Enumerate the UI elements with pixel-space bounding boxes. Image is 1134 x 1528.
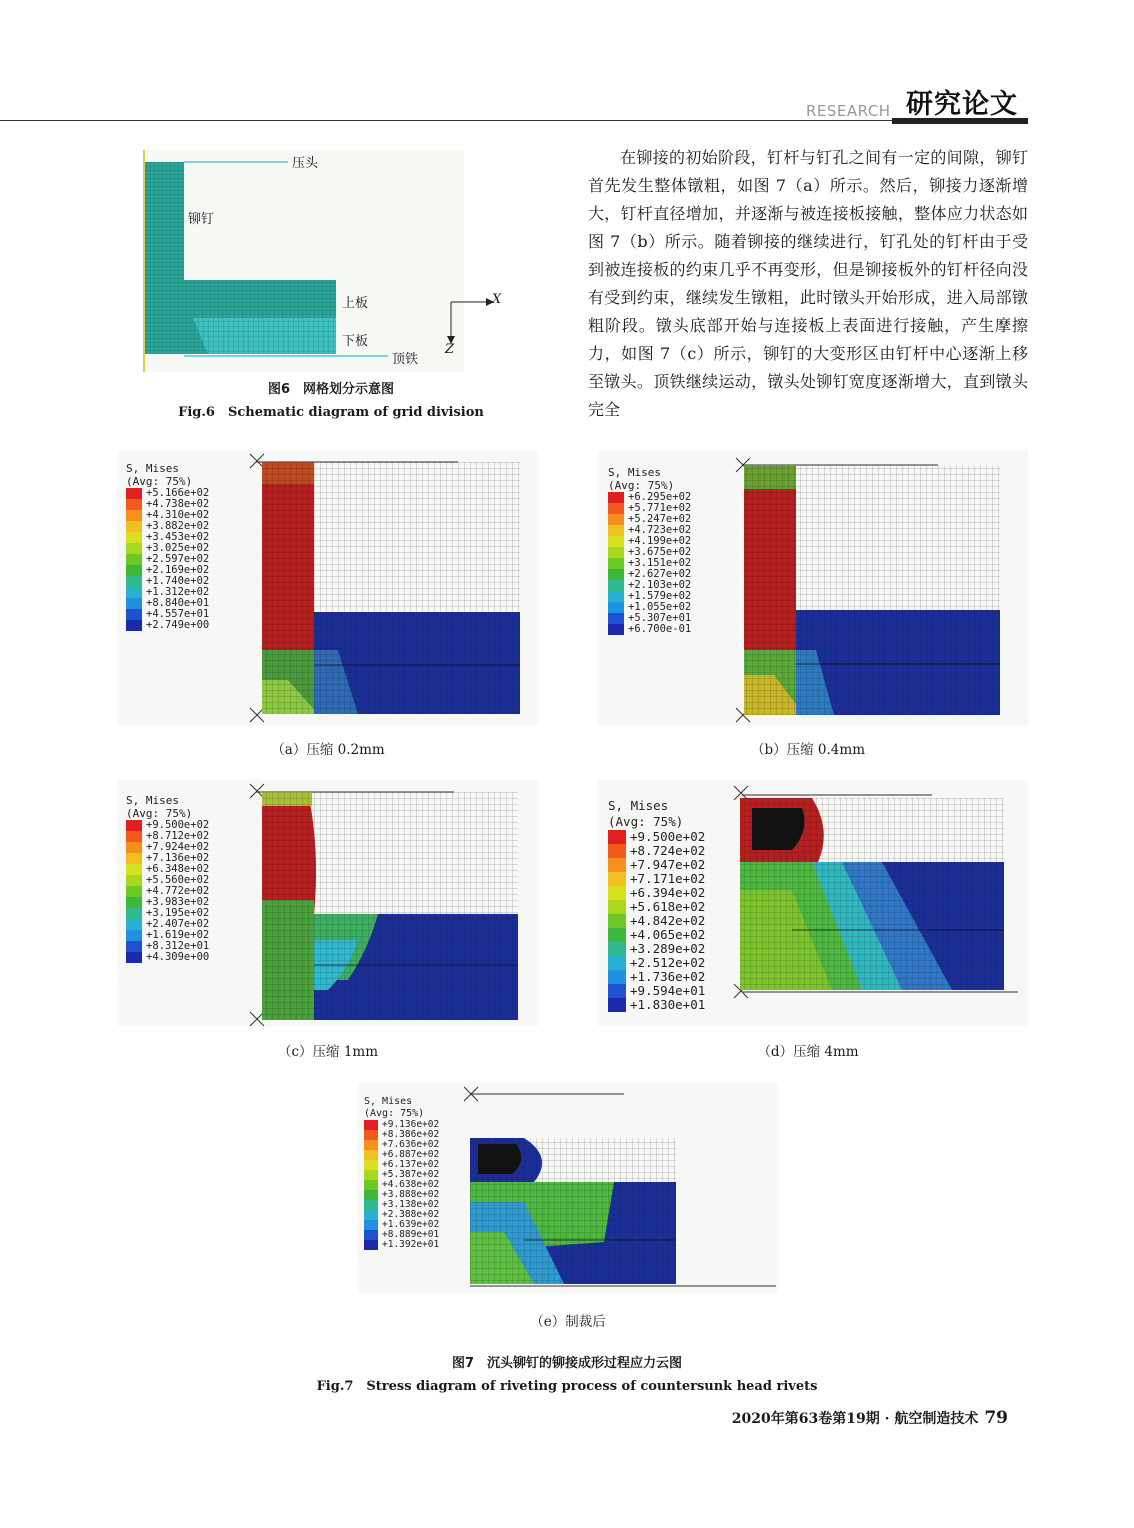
label-rivet: 铆钉 [188, 212, 215, 227]
legend-swatch [364, 1200, 378, 1210]
legend-swatch [126, 609, 142, 620]
legend-entry [608, 914, 705, 928]
legend-value: +5.247e+02 [628, 513, 692, 525]
legend-avg: (Avg: 75%) [364, 1108, 425, 1119]
legend-entry [608, 844, 705, 858]
section-label-zh: 研究论文 [906, 89, 1018, 120]
legend-swatch [126, 554, 142, 565]
legend-swatch [608, 514, 624, 525]
legend-entry [608, 886, 705, 900]
legend-swatch [126, 952, 142, 963]
fig7-caption-zh: 图7 沉头铆钉的铆接成形过程应力云图 [451, 1356, 683, 1371]
legend-value: +8.712e+02 [146, 830, 210, 842]
legend-swatch [126, 521, 142, 532]
legend-value: +9.500e+02 [146, 819, 210, 831]
legend-swatch [608, 613, 624, 624]
legend-swatch [364, 1230, 378, 1240]
legend-avg: (Avg: 75%) [126, 475, 193, 488]
legend-swatch [126, 532, 142, 543]
legend-value: +4.557e+01 [146, 608, 210, 620]
legend-title: S, Mises [608, 466, 661, 479]
legend-swatch [126, 941, 142, 952]
legend-swatch [608, 998, 626, 1012]
legend-value: +4.638e+02 [382, 1179, 440, 1190]
legend-swatch [364, 1150, 378, 1160]
legend-swatch [608, 886, 626, 900]
legend-value: +3.151e+02 [628, 557, 692, 569]
upper-plate-mesh [184, 280, 336, 318]
legend-swatch [126, 587, 142, 598]
legend-swatch [608, 900, 626, 914]
legend-swatch [126, 897, 142, 908]
panel-d-caption: （d）压缩 4mm [757, 1044, 859, 1060]
label-lower-plate: 下板 [342, 334, 369, 349]
legend-value: +6.295e+02 [628, 491, 692, 503]
legend-swatch [126, 886, 142, 897]
legend-value: +3.888e+02 [382, 1189, 440, 1200]
legend-value: +2.169e+02 [146, 564, 210, 576]
legend-value: +3.882e+02 [146, 520, 210, 532]
legend-swatch [126, 543, 142, 554]
legend-value: +1.740e+02 [146, 575, 210, 587]
legend-swatch [364, 1130, 378, 1140]
legend-value: +1.579e+02 [628, 590, 692, 602]
legend-value: +5.771e+02 [628, 502, 692, 514]
legend-swatch [608, 942, 626, 956]
panel-b [598, 450, 1028, 725]
axis-x-label: X [492, 292, 502, 307]
figure-6 [138, 146, 538, 376]
legend-entry [608, 858, 705, 872]
legend-swatch [608, 858, 626, 872]
stress-plot-d [732, 780, 1028, 1026]
legend-value: +4.309e+00 [146, 951, 210, 963]
legend-value: +4.723e+02 [628, 524, 692, 536]
lower-plate-mesh [184, 318, 336, 354]
legend-value: +2.103e+02 [628, 579, 692, 591]
legend-value: +8.386e+02 [382, 1129, 440, 1140]
legend-swatch [364, 1240, 378, 1250]
legend-b [608, 466, 691, 635]
legend-entry [608, 900, 705, 914]
legend-value: +6.348e+02 [146, 863, 210, 875]
legend-e [364, 1096, 439, 1250]
legend-swatch [608, 872, 626, 886]
legend-entry [608, 942, 705, 956]
panel-c [118, 780, 538, 1026]
legend-swatch [126, 919, 142, 930]
legend-swatch [608, 580, 624, 591]
panel-e-caption: （e）制裁后 [530, 1314, 606, 1330]
legend-value: +7.636e+02 [382, 1139, 440, 1150]
legend-value: +3.138e+02 [382, 1199, 440, 1210]
legend-value: +5.387e+02 [382, 1169, 440, 1180]
legend-swatch [126, 488, 142, 499]
fig6-caption-en: Fig.6 Schematic diagram of grid division [178, 405, 484, 420]
legend-swatch [608, 558, 624, 569]
legend-value: +4.772e+02 [146, 885, 210, 897]
legend-swatch [608, 591, 624, 602]
label-punch: 压头 [292, 156, 319, 171]
legend-swatch [608, 569, 624, 580]
legend-swatch [126, 510, 142, 521]
legend-avg: (Avg: 75%) [126, 807, 193, 820]
legend-title: S, Mises [364, 1096, 413, 1107]
legend-swatch [126, 499, 142, 510]
legend-swatch [126, 576, 142, 587]
legend-value: +3.025e+02 [146, 542, 210, 554]
legend-value: +2.407e+02 [146, 918, 210, 930]
legend-swatch [608, 970, 626, 984]
legend-value: +6.700e-01 [628, 623, 692, 635]
legend-swatch [364, 1190, 378, 1200]
legend-value: +1.736e+02 [630, 969, 706, 984]
legend-value: +3.675e+02 [628, 546, 692, 558]
mesh-diagram [138, 146, 538, 376]
legend-entry [608, 872, 705, 886]
legend-swatch [608, 928, 626, 942]
panel-e [358, 1082, 778, 1294]
legend-a [126, 462, 209, 631]
legend-value: +8.312e+01 [146, 940, 210, 952]
legend-swatch [608, 624, 624, 635]
legend-value: +7.136e+02 [146, 852, 210, 864]
legend-value: +2.627e+02 [628, 568, 692, 580]
legend-swatch [608, 602, 624, 613]
legend-value: +5.618e+02 [630, 899, 706, 914]
legend-value: +4.738e+02 [146, 498, 210, 510]
legend-value: +8.724e+02 [630, 843, 706, 858]
legend-swatch [608, 525, 624, 536]
label-upper-plate: 上板 [342, 296, 369, 311]
legend-swatch [608, 844, 626, 858]
legend-value: +8.889e+01 [382, 1229, 440, 1240]
legend-value: +7.924e+02 [146, 841, 210, 853]
legend-swatch [608, 830, 626, 844]
legend-value: +2.388e+02 [382, 1209, 440, 1220]
stress-plot-a [248, 450, 538, 725]
legend-swatch [126, 598, 142, 609]
legend-value: +2.749e+00 [146, 619, 210, 631]
legend-swatch [608, 503, 624, 514]
legend-value: +6.887e+02 [382, 1149, 440, 1160]
legend-entry [608, 998, 705, 1012]
legend-value: +2.597e+02 [146, 553, 210, 565]
legend-value: +6.394e+02 [630, 885, 706, 900]
legend-value: +4.199e+02 [628, 535, 692, 547]
page-footer [732, 1408, 1008, 1428]
legend-avg: (Avg: 75%) [608, 479, 675, 492]
label-anvil: 顶铁 [392, 352, 419, 367]
stress-plot-e [464, 1082, 778, 1294]
legend-value: +7.171e+02 [630, 871, 706, 886]
panel-a [118, 450, 538, 725]
axis-z-label: Z [445, 342, 455, 357]
legend-value: +5.166e+02 [146, 487, 210, 499]
panel-c-caption: （c）压缩 1mm [277, 1044, 379, 1060]
legend-value: +3.289e+02 [630, 941, 706, 956]
section-label-en: RESEARCH [806, 102, 891, 120]
legend-swatch [364, 1220, 378, 1230]
legend-entry [608, 624, 691, 635]
fig6-caption-zh: 图6 网格划分示意图 [267, 382, 395, 397]
legend-swatch [126, 853, 142, 864]
legend-value: +1.639e+02 [382, 1219, 440, 1230]
page-number: 79 [984, 1408, 1008, 1428]
legend-value: +2.512e+02 [630, 955, 706, 970]
legend-value: +9.500e+02 [630, 829, 706, 844]
legend-avg: (Avg: 75%) [608, 814, 684, 829]
legend-entry [608, 928, 705, 942]
legend-swatch [608, 536, 624, 547]
legend-swatch [608, 956, 626, 970]
legend-value: +1.619e+02 [146, 929, 210, 941]
legend-value: +4.065e+02 [630, 927, 706, 942]
legend-swatch [364, 1180, 378, 1190]
legend-title: S, Mises [126, 794, 179, 807]
legend-swatch [126, 820, 142, 831]
panel-d [598, 780, 1028, 1026]
legend-value: +1.312e+02 [146, 586, 210, 598]
legend-swatch [608, 984, 626, 998]
legend-swatch [126, 831, 142, 842]
legend-value: +3.983e+02 [146, 896, 210, 908]
legend-value: +3.195e+02 [146, 907, 210, 919]
stress-plot-c [248, 780, 538, 1026]
legend-entry [608, 956, 705, 970]
legend-swatch [126, 930, 142, 941]
legend-swatch [126, 565, 142, 576]
legend-c [126, 794, 209, 963]
legend-swatch [126, 864, 142, 875]
legend-entry [364, 1240, 439, 1250]
legend-value: +8.840e+01 [146, 597, 210, 609]
legend-swatch [126, 620, 142, 631]
legend-value: +4.842e+02 [630, 913, 706, 928]
legend-entry [608, 984, 705, 998]
legend-value: +1.830e+01 [630, 997, 706, 1012]
legend-entry [126, 620, 209, 631]
legend-value: +9.136e+02 [382, 1119, 440, 1130]
legend-value: +1.392e+01 [382, 1239, 440, 1250]
legend-value: +7.947e+02 [630, 857, 706, 872]
legend-value: +5.307e+01 [628, 612, 692, 624]
legend-value: +4.310e+02 [146, 509, 210, 521]
legend-value: +1.055e+02 [628, 601, 692, 613]
legend-title: S, Mises [126, 462, 179, 475]
legend-swatch [364, 1120, 378, 1130]
legend-swatch [364, 1160, 378, 1170]
legend-swatch [364, 1210, 378, 1220]
header-rule [0, 120, 1028, 121]
legend-swatch [608, 914, 626, 928]
journal-info: 2020年第63卷第19期 · 航空制造技术 [731, 1411, 979, 1427]
legend-swatch [364, 1140, 378, 1150]
legend-value: +6.137e+02 [382, 1159, 440, 1170]
legend-swatch [608, 492, 624, 503]
legend-d [608, 798, 705, 1012]
legend-entry [608, 830, 705, 844]
legend-entry [608, 970, 705, 984]
legend-title: S, Mises [608, 798, 669, 813]
legend-value: +3.453e+02 [146, 531, 210, 543]
legend-swatch [126, 875, 142, 886]
legend-entry [126, 952, 209, 963]
panel-b-caption: （b）压缩 0.4mm [750, 742, 865, 758]
legend-swatch [126, 908, 142, 919]
legend-swatch [364, 1170, 378, 1180]
body-paragraph: 在铆接的初始阶段，钉杆与钉孔之间有一定的间隙，铆钉首先发生整体镦粗，如图 7（a）所示。然后，铆接力逐渐增大，钉杆直径增加，并逐渐与被连接板接触，整体应力状态如图 7（b）所示。随着铆接的继续进行，钉孔处的钉杆由于受到被连接板的约束几乎不再变形，但是铆接板外的钉杆径向没有受到约束，继续发生镦粗，此时镦头开始形成，进入局部镦粗阶段。镦头底部开始与连接板上表面进行接触，产生摩擦力，如图 7（c）所示，铆钉的大变形区由钉杆中心逐渐上移至镦头。顶铁继续运动，镦头处铆钉宽度逐渐增大，直到镦头完全 [588, 148, 1028, 419]
panel-a-caption: （a）压缩 0.2mm [271, 742, 385, 758]
legend-swatch [608, 547, 624, 558]
legend-swatch [126, 842, 142, 853]
stress-plot-b [734, 450, 1028, 725]
legend-value: +9.594e+01 [630, 983, 706, 998]
legend-value: +5.560e+02 [146, 874, 210, 886]
fig7-caption-en: Fig.7 Stress diagram of riveting process of countersunk head rivets [316, 1379, 818, 1394]
